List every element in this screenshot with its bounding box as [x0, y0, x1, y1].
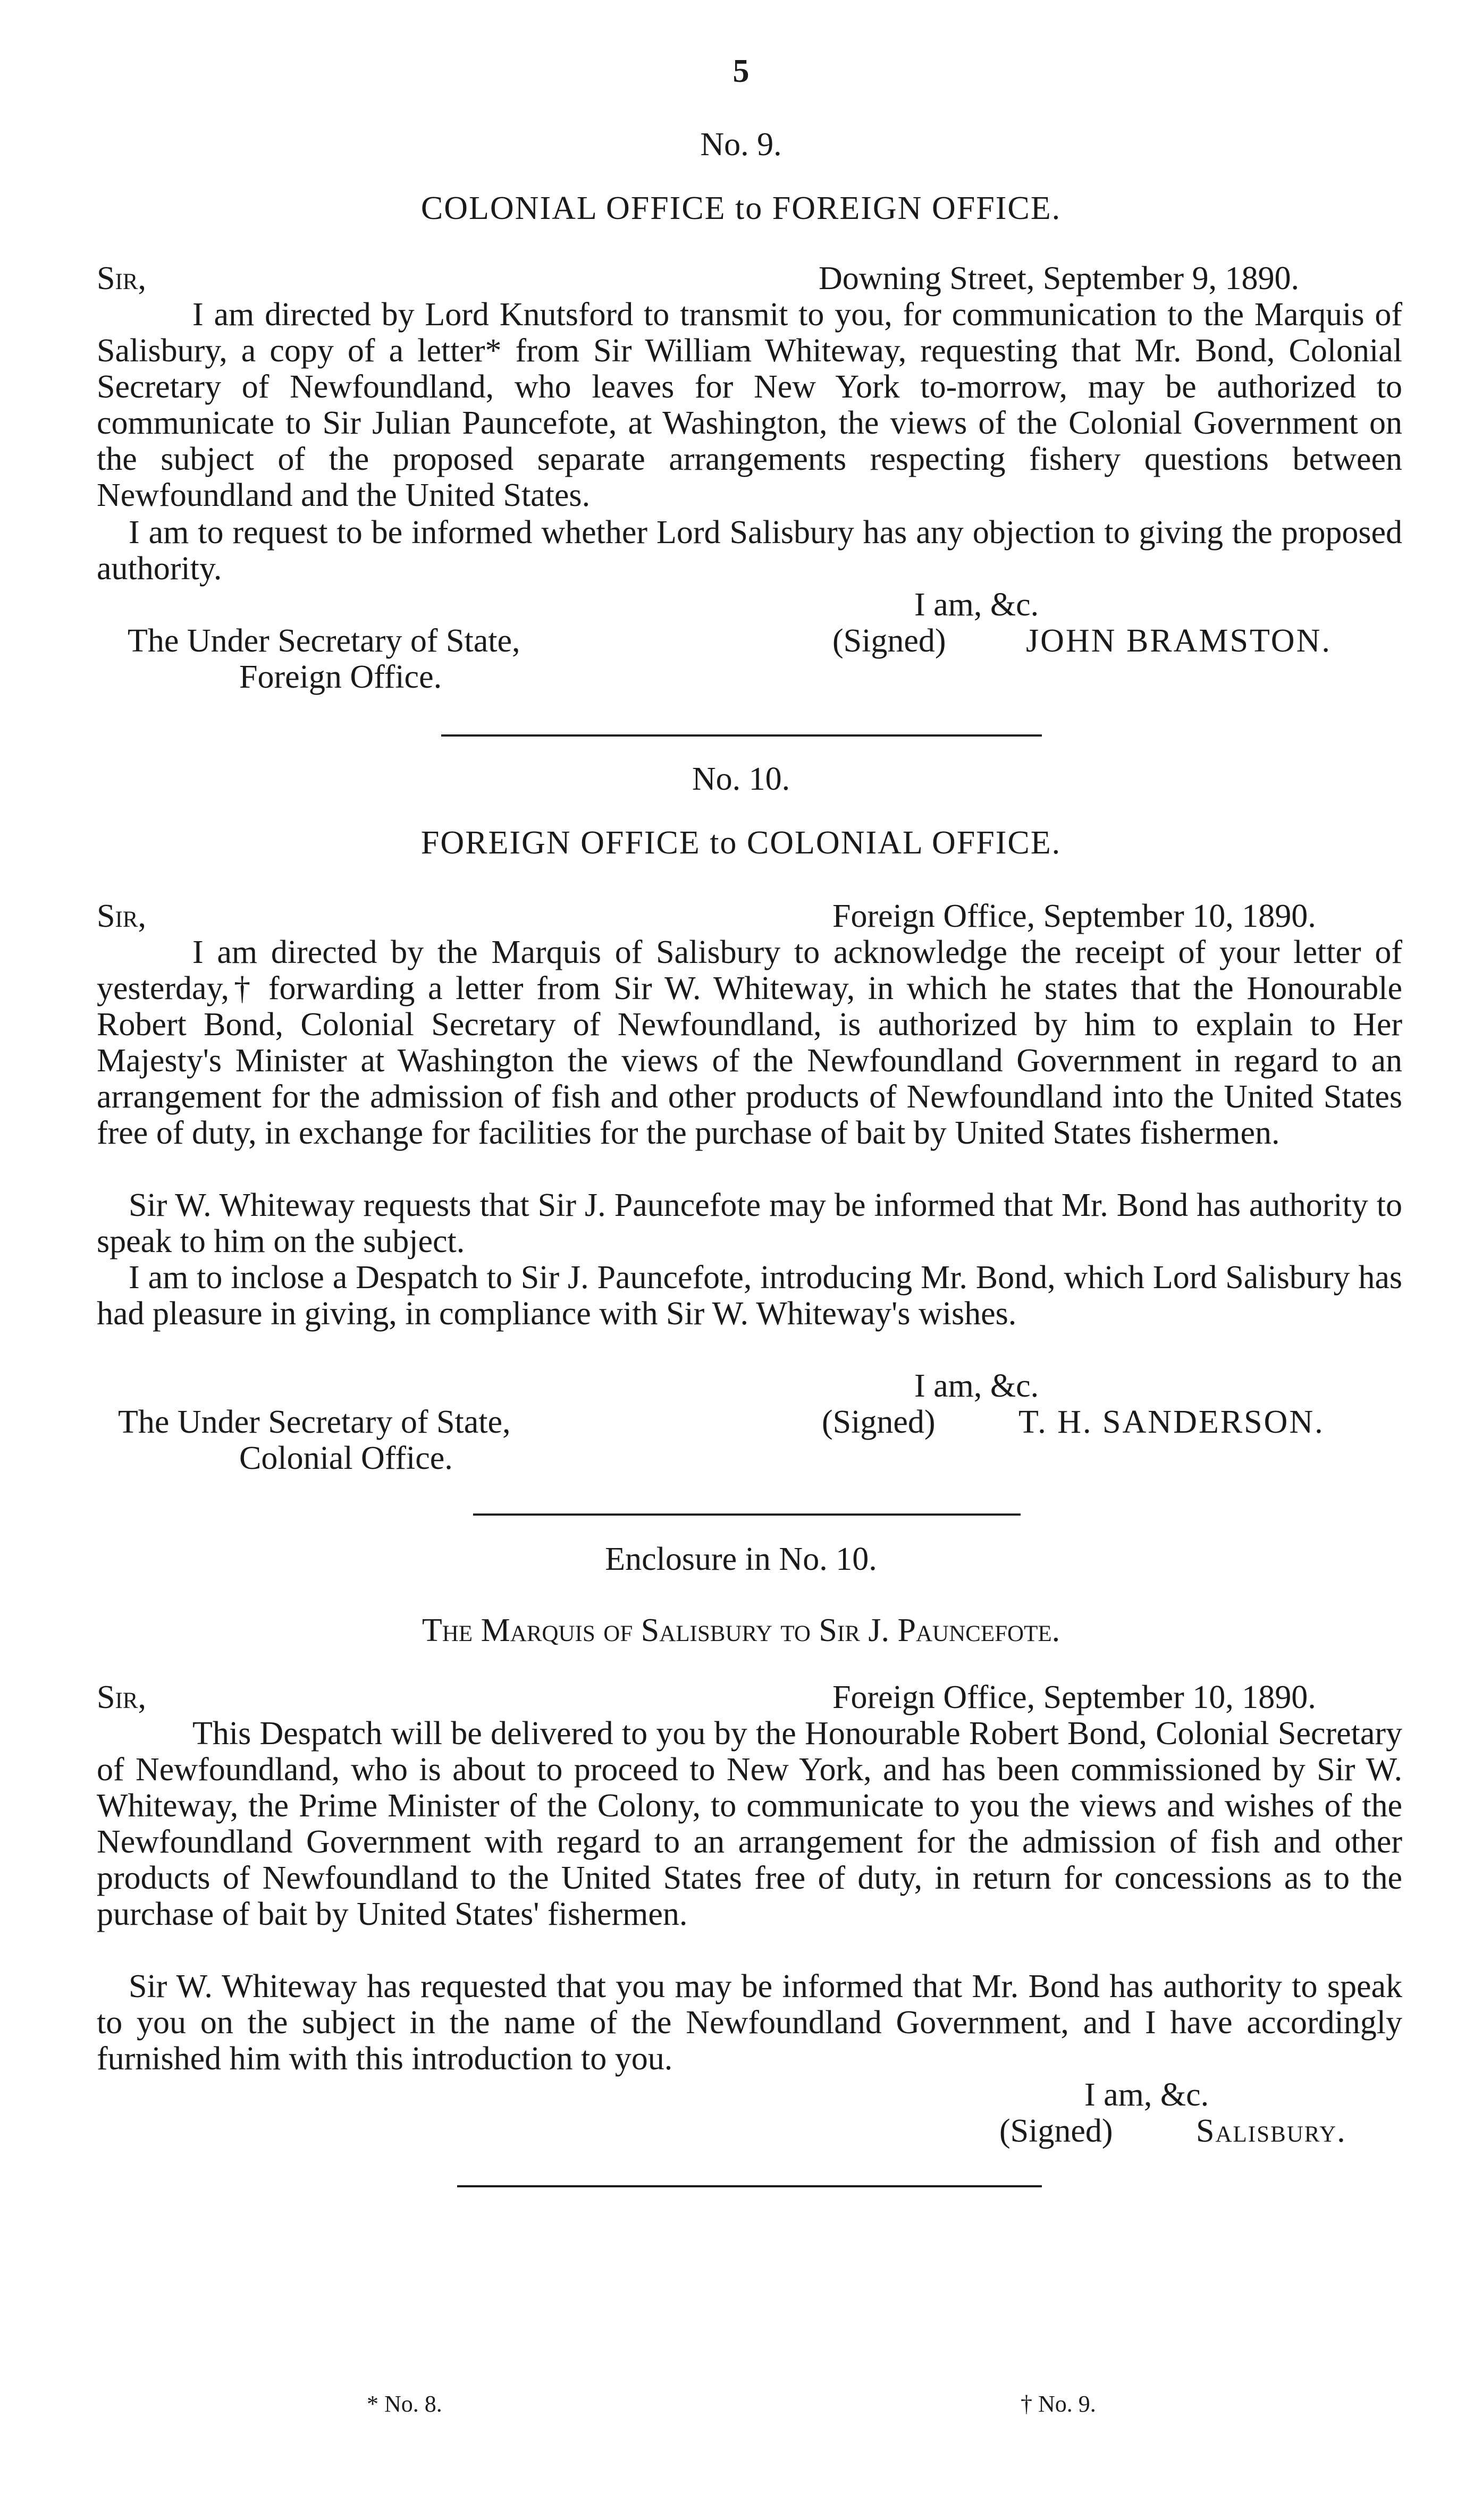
letter-10-signer: T. H. SANDERSON.: [1018, 1404, 1325, 1440]
enclosure-paragraph-2: Sir W. Whiteway has requested that you may be informed that Mr. Bond has authority to speak to you on the subject in the name of the Newfoundland Government, and I have accordingly furnished him with this introduction to you.: [97, 1968, 1402, 2077]
section-divider: [473, 1513, 1021, 1516]
enclosure-salutation: Sir,: [97, 1679, 146, 1715]
section-divider: [441, 734, 1042, 737]
letter-10-paragraph-2: Sir W. Whiteway requests that Sir J. Pauncefote may be informed that Mr. Bond has authority to speak to him on the subject.: [97, 1187, 1402, 1259]
letter-10-place-date: Foreign Office, September 10, 1890.: [832, 898, 1316, 934]
letter-10-number: No. 10.: [692, 761, 790, 797]
section-divider: [457, 2185, 1042, 2187]
enclosure-place-date: Foreign Office, September 10, 1890.: [832, 1679, 1316, 1715]
enclosure-signer: Salisbury.: [1196, 2113, 1346, 2149]
letter-9-number: No. 9.: [700, 126, 782, 163]
letter-9-paragraph-1: I am directed by Lord Knutsford to transmit to you, for communication to the Marquis of Salisbury, a copy of a letter* from Sir William Whiteway, requesting that Mr. Bond, Colonial Secretary of Newfoundland, who leaves for New York to-morrow, may be authorized to communicate to Sir Julian Pauncefote, at Washington, the views of the Colonial Government on the subject of the proposed separate arrangements respecting fishery questions between Newfoundland and the United States.: [97, 297, 1402, 513]
letter-10-salutation: Sir,: [97, 898, 146, 934]
enclosure-closing: I am, &c.: [1084, 2077, 1209, 2113]
letter-10-signed-label: (Signed): [822, 1404, 936, 1440]
letter-10-heading: FOREIGN OFFICE to COLONIAL OFFICE.: [420, 825, 1062, 861]
letter-10-closing: I am, &c.: [914, 1368, 1039, 1404]
enclosure-paragraph-1: This Despatch will be delivered to you by the Honourable Robert Bond, Colonial Secretary of Newfoundland, who is about to proceed to New York, and has been commissioned by Sir W. Whiteway, the Prime Minister of the Colony, to communicate to you the views and wishes of the Newfoundland Government with regard to an arrangement for the admission of fish and other products of Newfoundland to the United States free of duty, in return for concessions as to the purchase of bait by United States' fishermen.: [97, 1715, 1402, 1932]
letter-9-addressee-line1: The Under Secretary of State,: [128, 623, 520, 659]
enclosure-title: Enclosure in No. 10.: [605, 1541, 877, 1577]
enclosure-heading: The Marquis of Salisbury to Sir J. Pauncefote.: [422, 1612, 1060, 1648]
letter-9-paragraph-2: I am to request to be informed whether Lord Salisbury has any objection to giving the proposed authority.: [97, 514, 1402, 587]
letter-10-addressee-line1: The Under Secretary of State,: [118, 1404, 511, 1440]
footnote-1: * No. 8.: [367, 2391, 442, 2417]
letter-9-place-date: Downing Street, September 9, 1890.: [819, 260, 1300, 297]
enclosure-signed-label: (Signed): [999, 2113, 1113, 2149]
letter-9-signer: JOHN BRAMSTON.: [1026, 623, 1332, 659]
letter-10-paragraph-1: I am directed by the Marquis of Salisbury to acknowledge the receipt of your letter of yesterday,† forwarding a letter from Sir W. Whiteway, in which he states that the Honourable Robert Bond, Colonial Secretary of Newfoundland, is authorized by him to explain to Her Majesty's Minister at Washington the views of the Newfoundland Government in regard to an arrangement for the admission of fish and other products of Newfoundland into the United States free of duty, in exchange for facilities for the purchase of bait by United States fishermen.: [97, 934, 1402, 1151]
letter-9-closing: I am, &c.: [914, 587, 1039, 623]
letter-9-heading: COLONIAL OFFICE to FOREIGN OFFICE.: [420, 190, 1062, 226]
letter-9-addressee-line2: Foreign Office.: [239, 659, 442, 695]
letter-9-signed-label: (Signed): [832, 623, 946, 659]
page-number: 5: [732, 53, 750, 89]
footnote-2: † No. 9.: [1021, 2391, 1096, 2417]
letter-9-salutation: Sir,: [97, 260, 146, 297]
letter-10-paragraph-3: I am to inclose a Despatch to Sir J. Pauncefote, introducing Mr. Bond, which Lord Salisbury has had pleasure in giving, in compliance with Sir W. Whiteway's wishes.: [97, 1259, 1402, 1332]
letter-10-addressee-line2: Colonial Office.: [239, 1440, 453, 1476]
